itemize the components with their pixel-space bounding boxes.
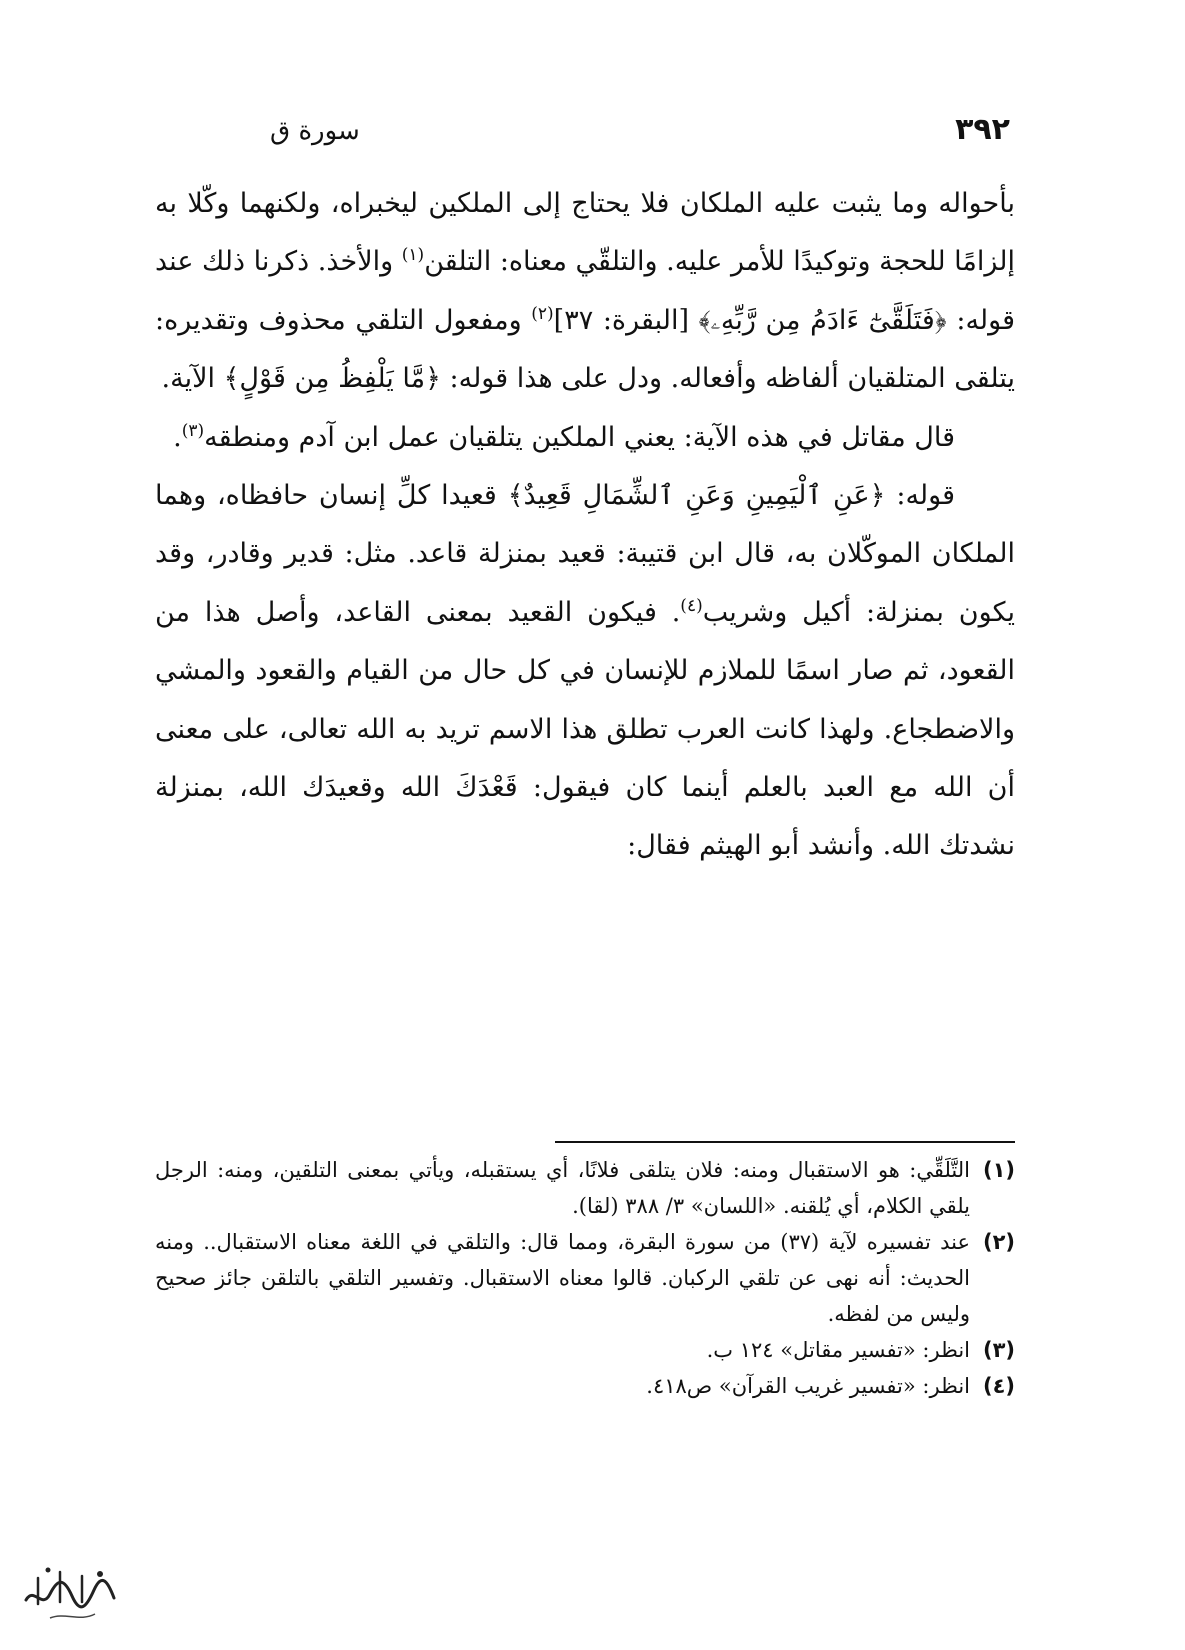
footnote [155,1152,1015,1224]
text-run: بأحواله وما يثبت عليه الملكان فلا يحتاج إلى الملكين ليخبراه، ولكنهما وكّلا به إلزامًا للحجة وتوكيدًا للأمر عليه. والتلقّي معناه: التلقن [155,188,1016,278]
text-run: . فيكون القعيد بمعنى القاعد، وأصل هذا من القعود، ثم صار اسمًا للملازم للإنسان في كل حال من القيام والقعود والمشي والاضطجاع. ولهذا كانت العرب تطلق هذا الاسم تريد به الله تعالى، على معنى أن الله مع العبد بالعلم أينما كان فيقول: قَعْدَكَ الله وقعيدَك الله، بمنزلة نشدتك الله. وأنشد أبو الهيثم فقال: [155,596,1015,862]
text-run: قوله: [885,480,955,512]
main-text [155,175,1015,876]
paragraph-3 [155,467,1015,876]
footnote [155,1368,1015,1404]
text-run: قعيدا كلِّ إنسان حافظاه، وهما الملكان الموكّلان به، قال ابن قتيبة: قعيد بمنزلة قاعد. مثل: قدير وقادر، وقد يكون بمنزلة: أكيل وشريب [155,480,1015,628]
footnote-number: (٣) [982,1338,1015,1362]
footnote-number: (٢) [982,1230,1015,1254]
page-number: ٣٩٢ [955,112,1010,147]
running-title: سورة ق [270,116,360,146]
quran-quote: ﴿عَنِ ٱلْيَمِينِ وَعَنِ ٱلشِّمَالِ قَعِيدٌ﴾ [507,480,886,512]
quran-quote: ﴿مَّا يَلْفِظُ مِن قَوْلٍ﴾ [223,363,441,395]
footnote-text: انظر: «تفسير مقاتل» ١٢٤ ب. [706,1338,970,1362]
footnote-ref-4[interactable]: (٤) [680,595,703,616]
footnote [155,1332,1015,1368]
footnote-text: عند تفسيره لآية (٣٧) من سورة البقرة، ومما قال: والتلقي في اللغة معناه الاستقبال.. ومنه الحديث: أنه نهى عن تلقي الركبان. قالوا معناه الاستقبال. وتفسير التلقي بالتلقن جائز صحيح وليس من لفظه. [155,1230,970,1326]
footnote-ref-2[interactable]: (٢) [531,303,554,324]
footnote-ref-1[interactable]: (١) [401,245,425,266]
text-run: [البقرة: ٣٧] [553,304,699,336]
paragraph-1 [155,175,1015,409]
text-run: ومفعول التلقي محذوف وتقديره: يتلقى المتلقيان ألفاظه وأفعاله. ودل على هذا قوله: [155,304,1015,395]
text-run: والأخذ. ذكرنا ذلك عند قوله: [155,246,1015,336]
paragraph-2 [155,409,1015,467]
footnote-ref-3[interactable]: (٣) [181,420,205,441]
footnote-text: انظر: «تفسير غريب القرآن» ص٤١٨. [646,1374,970,1398]
footnotes [155,1152,1015,1404]
text-run: قال مقاتل في هذه الآية: يعني الملكين يتلقيان عمل ابن آدم ومنطقه [204,421,955,453]
footnote-divider [555,1141,1015,1143]
footnote-text: التَّلَقِّي: هو الاستقبال ومنه: فلان يتلقى فلانًا، أي يستقبله، ويأتي بمعنى التلقين، ومنه: الرجل يلقي الكلام، أي يُلقنه. «اللسان» ٣/ ٣٨٨ (لقا). [155,1158,970,1218]
footnote-number: (١) [982,1158,1015,1182]
footnote [155,1224,1015,1332]
footnote-number: (٤) [982,1374,1015,1398]
page-header [150,112,1010,152]
quran-quote: ﴿فَتَلَقَّىٰٓ ءَادَمُ مِن رَّبِّهِۦ﴾ [698,304,947,336]
text-run: الآية. [161,363,224,395]
text-run: . [173,421,182,453]
publisher-logo-icon [20,1548,120,1628]
